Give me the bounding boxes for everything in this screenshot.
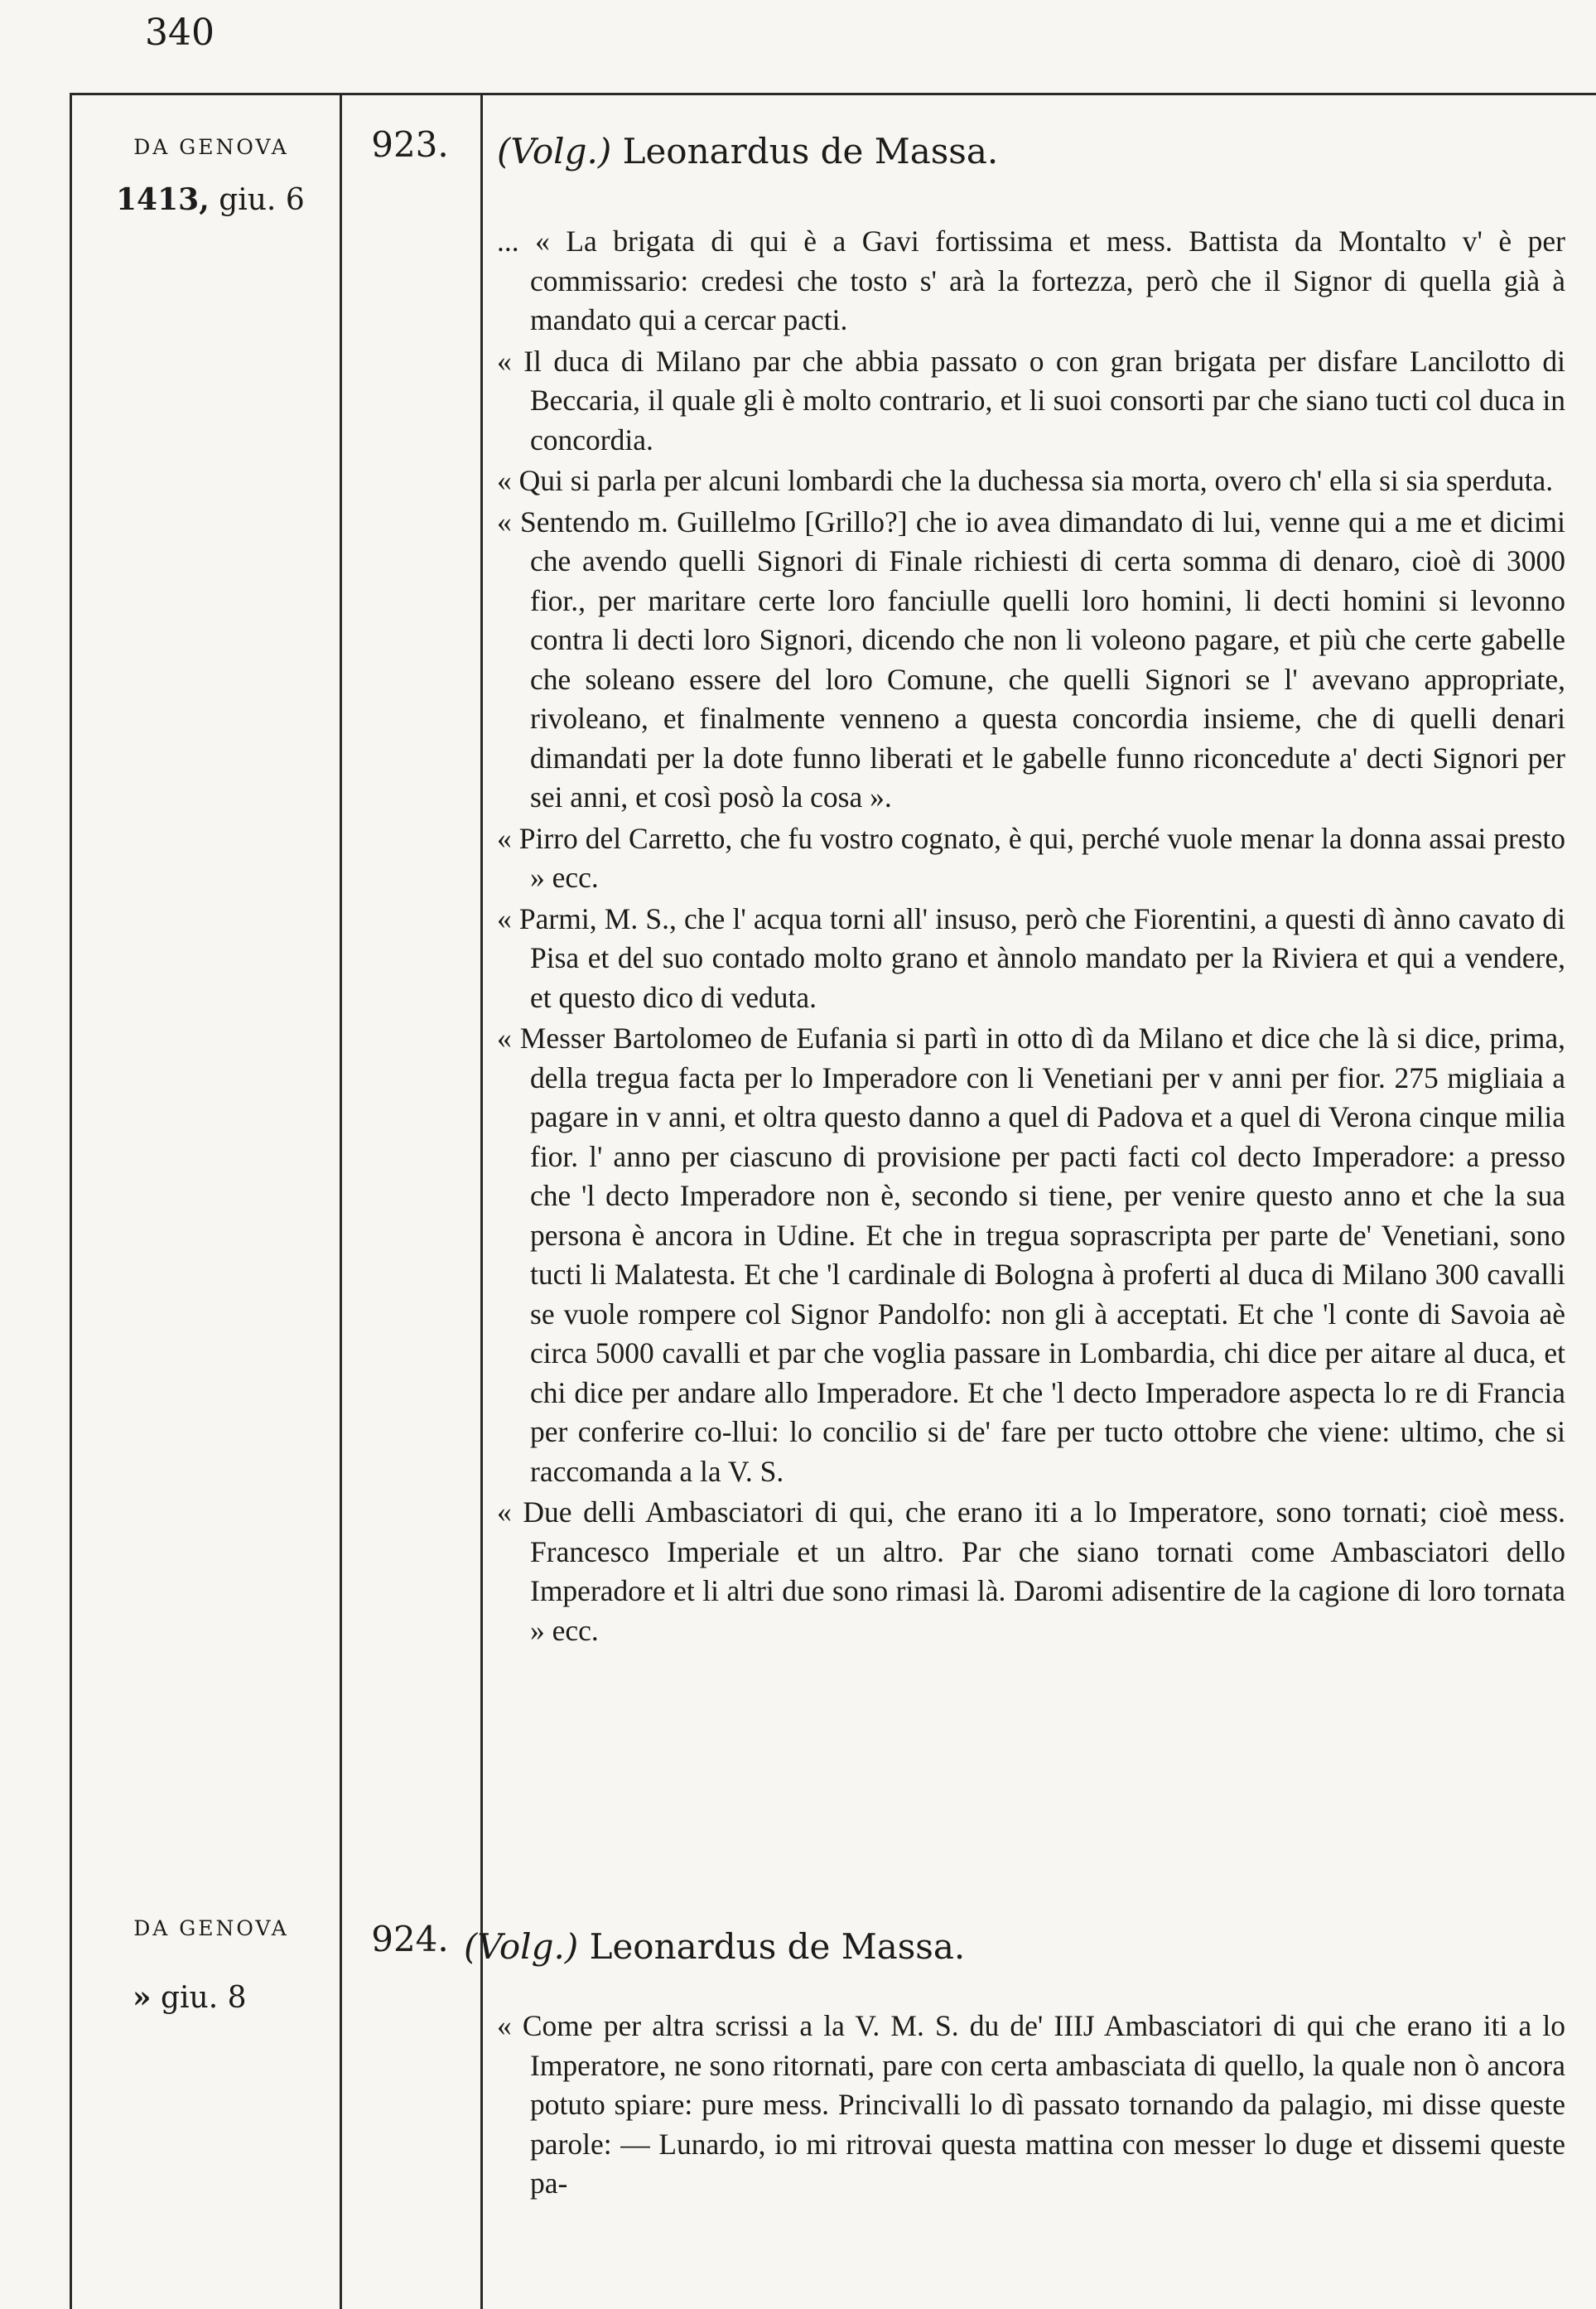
entry-923-paragraph: « Due delli Ambasciatori di qui, che erano iti a lo Imperatore, sono tornati; cioè mess. Francesco Imperiale et un altro. Par che siano tornati come Ambasciatori dello Imperadore et li altri due sono rimasi là. Daromi adisentire de la cagione di loro tornata » ecc. bbox=[497, 1495, 1565, 1647]
entry-923-year: 1413, bbox=[116, 182, 210, 217]
column-rule-left bbox=[70, 93, 72, 2309]
entry-923-paragraph: « Messer Bartolomeo de Eufania si partì in otto dì da Milano et dice che là si dice, prima, della tregua facta per lo Imperadore con li Venetiani per v anni per fior. 275 migliaia a pagare in v anni, et oltra questo danno a quel di Padova et a quel di Verona cinque milia fior. l' anno per ciascuno di provisione per pacti facti col decto Imperadore: a presso che 'l decto Imperadore non è, secondo si tiene, per venire questo anno et che la sua persona è ancora in Udine. Et che in tregua soprascripta per parte de' Venetiani, sono tucti li Malatesta. Et che 'l cardinale di Bologna à proferti al duca di Milano 300 cavalli se vuole rompere col Signor Pandolfo: non gli à acceptati. Et che 'l conte di Savoia aè circa 5000 cavalli et par che voglia passare in Lombardia, chi dice per aitare al duca, et chi dice per andare allo Imperadore. Et che 'l decto Imperadore aspecta lo re di Francia per conferire co-llui: lo concilio si de' fare per tucto ottobre che viene: ultimo, che si raccomanda a la V. S. bbox=[497, 1022, 1565, 1488]
entry-923-paragraph: « Il duca di Milano par che abbia passato o con gran brigata per disfare Lancilotto di Beccaria, il quale gli è molto contrario, et li suoi consorti par che siano tucti col duca in concordia. bbox=[497, 344, 1565, 456]
entry-923-day: giu. 6 bbox=[219, 183, 305, 217]
entry-924-meta bbox=[91, 1916, 331, 2015]
entry-923-paragraph: « Qui si parla per alcuni lombardi che la duchessa sia morta, overo ch' ella si sia sperduta. bbox=[497, 464, 1554, 497]
entry-923-paragraph: « Pirro del Carretto, che fu vostro cognato, è qui, perché vuole menar la donna assai presto » ecc. bbox=[497, 821, 1565, 894]
entry-924-from: DA GENOVA bbox=[133, 1916, 289, 1940]
entry-924-heading bbox=[464, 1926, 965, 1967]
entry-923-paragraph: ... « La brigata di qui è a Gavi fortissima et mess. Battista da Montalto v' è per commissario: credesi che tosto s' arà la fortezza, però che il Signor di quella già à mandato qui a cercar pacti. bbox=[497, 225, 1565, 336]
entry-923-from: DA GENOVA bbox=[133, 135, 289, 159]
column-rule-right bbox=[480, 93, 483, 2309]
entry-924-author: Leonardus de Massa. bbox=[589, 1926, 966, 1967]
entry-923-author: Leonardus de Massa. bbox=[622, 131, 999, 171]
entry-924-year: » bbox=[133, 1980, 152, 2015]
entry-924-lang: (Volg.) bbox=[464, 1926, 579, 1967]
entry-923-body bbox=[497, 222, 1565, 1652]
entry-924-body bbox=[497, 2007, 1565, 2204]
page-number: 340 bbox=[145, 12, 215, 54]
entry-924-date bbox=[91, 1980, 331, 2015]
entry-923-date bbox=[91, 182, 331, 217]
entry-923-heading bbox=[497, 131, 998, 171]
column-rule-middle bbox=[340, 93, 342, 2309]
entry-923-paragraph: « Sentendo m. Guillelmo [Grillo?] che io avea dimandato di lui, venne qui a me et dicimi che avendo quelli Signori di Finale richiesti di certa somma di denaro, cioè di 3000 fior., per maritare certe loro fanciulle quelli loro homini, li decti homini si levonno contra li decti loro Signori, dicendo che non li voleono pagare, et più che certe gabelle che soleano essere del loro Comune, che quelli Signori se l' avevano appropriate, rivoleano, et finalmente venneno a questa concordia insieme, che di quelli denari dimandati per la dote funno liberati et le gabelle funno riconcedute a' decti Signori per sei anni, et così posò la cosa ». bbox=[497, 505, 1565, 814]
header-rule bbox=[70, 93, 1596, 95]
entry-923-number: 923. bbox=[371, 124, 449, 165]
entry-924-day: giu. 8 bbox=[160, 1981, 247, 2015]
entry-924-number: 924. bbox=[371, 1919, 449, 1959]
entry-923-lang: (Volg.) bbox=[497, 131, 612, 171]
entry-923-paragraph: « Parmi, M. S., che l' acqua torni all' insuso, però che Fiorentini, a questi dì ànno cavato di Pisa et del suo contado molto grano et ànnolo mandato per la Riviera et qui a vendere, et questo dico di veduta. bbox=[497, 901, 1565, 1014]
entry-924-paragraph: « Come per altra scrissi a la V. M. S. du de' IIIJ Ambasciatori di qui che erano iti a lo Imperatore, ne sono ritornati, pare con certa ambasciata di quello, la quale non ò ancora potuto spiare: pure mess. Princivalli lo dì passato tornando da palagio, mi disse queste parole: — Lunardo, io mi ritrovai questa mattina con messer lo duge et dissemi queste pa- bbox=[497, 2009, 1565, 2200]
entry-923-meta bbox=[91, 135, 331, 217]
